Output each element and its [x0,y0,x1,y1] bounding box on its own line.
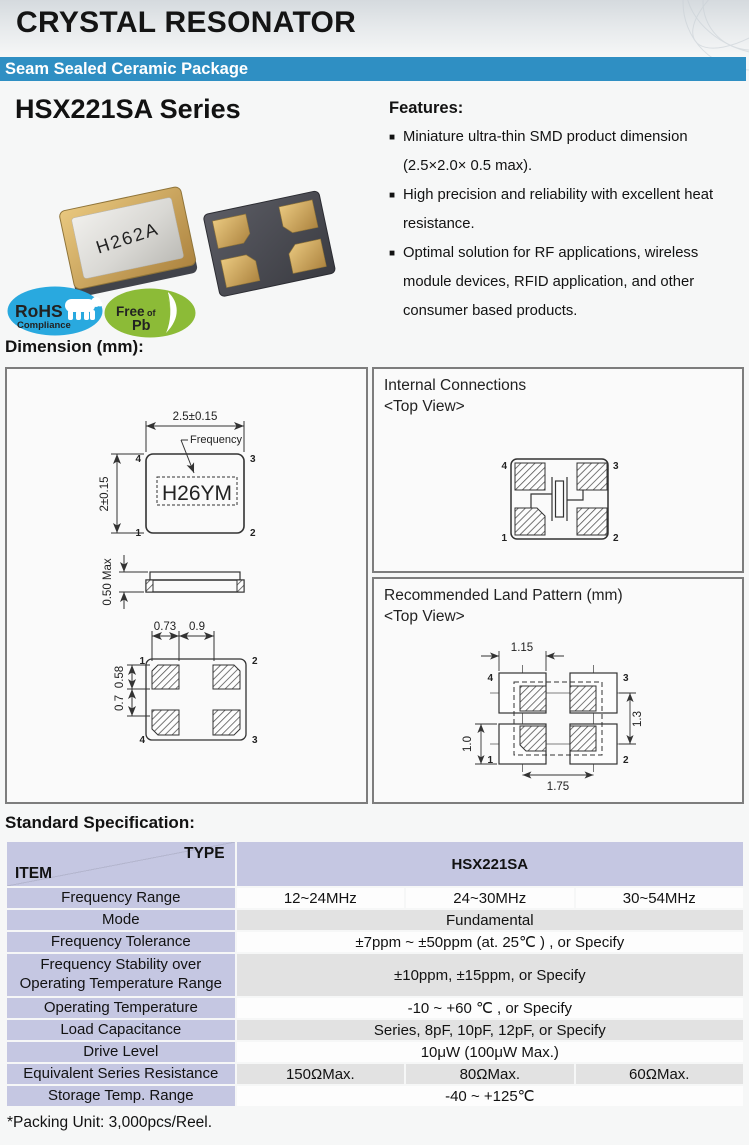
dim-pad-height-label: 0.58 [114,665,126,689]
pin-label: 1 [135,528,141,539]
pin-label: 4 [501,461,507,472]
pb-of-label: of [147,308,156,318]
row-value: 24~30MHz [406,888,573,908]
table-row [7,954,743,996]
subtitle-line: <Top View> [384,608,465,625]
pb-label: Pb [132,318,151,334]
row-value: 12~24MHz [237,888,404,908]
pin-label: 1 [501,533,507,544]
spec-heading: Standard Specification: [5,813,195,832]
corner-item-label: ITEM [15,865,53,882]
row-label: Frequency Range [7,888,235,908]
series-title: HSX221SA Series [15,94,241,124]
pin-label: 3 [623,673,629,684]
features-list [389,123,745,326]
rohs-label: RoHS [15,301,63,321]
lp-dim-right: 1.3 [632,711,644,727]
corner-cell [7,842,235,886]
feature-item: ■ Miniature ultra-thin SMD product dimension (2.5×2.0× 0.5 max). [389,123,745,181]
pin-label: 2 [250,528,256,539]
pin-label: 3 [252,735,258,746]
title-line: Recommended Land Pattern (mm) [384,587,623,604]
table-row [7,888,743,908]
row-label: Load Capacitance [7,1020,235,1040]
row-value: ±10ppm, ±15ppm, or Specify [237,954,743,996]
row-value: 150ΩMax. [237,1064,404,1084]
pin-label: 2 [613,533,619,544]
globe-decoration-icon [599,0,749,100]
pin-label: 2 [623,755,629,766]
table-row [7,1020,743,1040]
row-value: 80ΩMax. [406,1064,573,1084]
row-value: 10μW (100μW Max.) [237,1042,743,1062]
packing-unit-note: *Packing Unit: 3,000pcs/Reel. [7,1114,213,1131]
row-label: Equivalent Series Resistance [7,1064,235,1084]
model-cell: HSX221SA [237,842,743,886]
dimension-box [5,367,368,804]
feature-item: ■ High precision and reliability with excellent heat resistance. [389,181,745,239]
row-label: Mode [7,910,235,930]
pin-label: 1 [139,656,145,667]
pin-label: 2 [252,656,258,667]
features-heading: Features: [389,99,464,117]
table-row [7,932,743,952]
bottom-view-drawing [127,631,246,740]
table-header-row [7,842,743,886]
row-value: 60ΩMax. [576,1064,743,1084]
title-line: Internal Connections [384,377,527,394]
pb-free-label: Free [116,304,145,319]
table-row [7,1086,743,1106]
pin-label: 4 [139,735,145,746]
land-pattern-title [384,585,623,627]
corner-type-label: TYPE [184,845,225,862]
dim-pad-width-label: 0.73 [153,621,177,633]
dimension-drawing [7,369,366,802]
table-row [7,998,743,1018]
rohs-sublabel: Compliance [17,320,71,331]
dim-pad-gap-label: 0.9 [189,621,205,633]
pin-label: 3 [613,461,619,472]
row-value: ±7ppm ~ ±50ppm (at. 25℃ ) , or Specify [237,932,743,952]
feature-item: ■ Optimal solution for RF applications, wireless module devices, RFID application, and other consumer based products. [389,239,745,326]
row-label: Frequency Tolerance [7,932,235,952]
table-row [7,910,743,930]
table-row [7,1064,743,1084]
ic-package [511,459,608,539]
pin-label: 4 [135,454,141,465]
dim-width-label: 2.5±0.15 [172,411,218,423]
row-value: 30~54MHz [576,888,743,908]
row-label: Frequency Stability over Operating Temperature Range [7,954,235,996]
row-label: Storage Temp. Range [7,1086,235,1106]
spec-table [5,840,745,1108]
row-value: -40 ~ +125℃ [237,1086,743,1106]
dim-thickness-label: 0.50 Max [102,558,114,606]
chip-bottom-view [203,190,336,297]
chip-marking: H262A [93,218,162,258]
internal-connections-title [384,375,526,417]
package-marking: H26YM [161,482,233,505]
internal-connections-box [372,367,744,573]
dim-pad-pitch-label: 0.7 [114,695,126,711]
row-label: Drive Level [7,1042,235,1062]
frequency-label: Frequency [190,434,242,446]
pin-label: 3 [250,454,256,465]
rohs-badge [7,286,105,336]
pin-label: 4 [487,673,493,684]
package-banner: Seam Sealed Ceramic Package [0,57,746,81]
side-view-drawing [119,555,244,609]
dimension-heading: Dimension (mm): [5,337,144,356]
page-title: CRYSTAL RESONATOR [16,6,357,39]
pb-free-badge [104,288,198,338]
features-section [389,99,745,326]
subtitle-line: <Top View> [384,398,465,415]
lp-dim-left: 1.0 [462,736,474,752]
dim-height-label: 2±0.15 [99,476,111,512]
land-pattern-box [372,577,744,804]
row-value: -10 ~ +60 ℃ , or Specify [237,998,743,1018]
table-row [7,1042,743,1062]
row-value: Fundamental [237,910,743,930]
row-value: Series, 8pF, 10pF, 12pF, or Specify [237,1020,743,1040]
row-label: Operating Temperature [7,998,235,1018]
lp-dim-top: 1.15 [510,642,534,654]
lp-pads [475,651,636,775]
lp-dim-bottom: 1.75 [546,781,570,793]
chip-top-view [59,186,199,298]
pin-label: 1 [487,755,493,766]
